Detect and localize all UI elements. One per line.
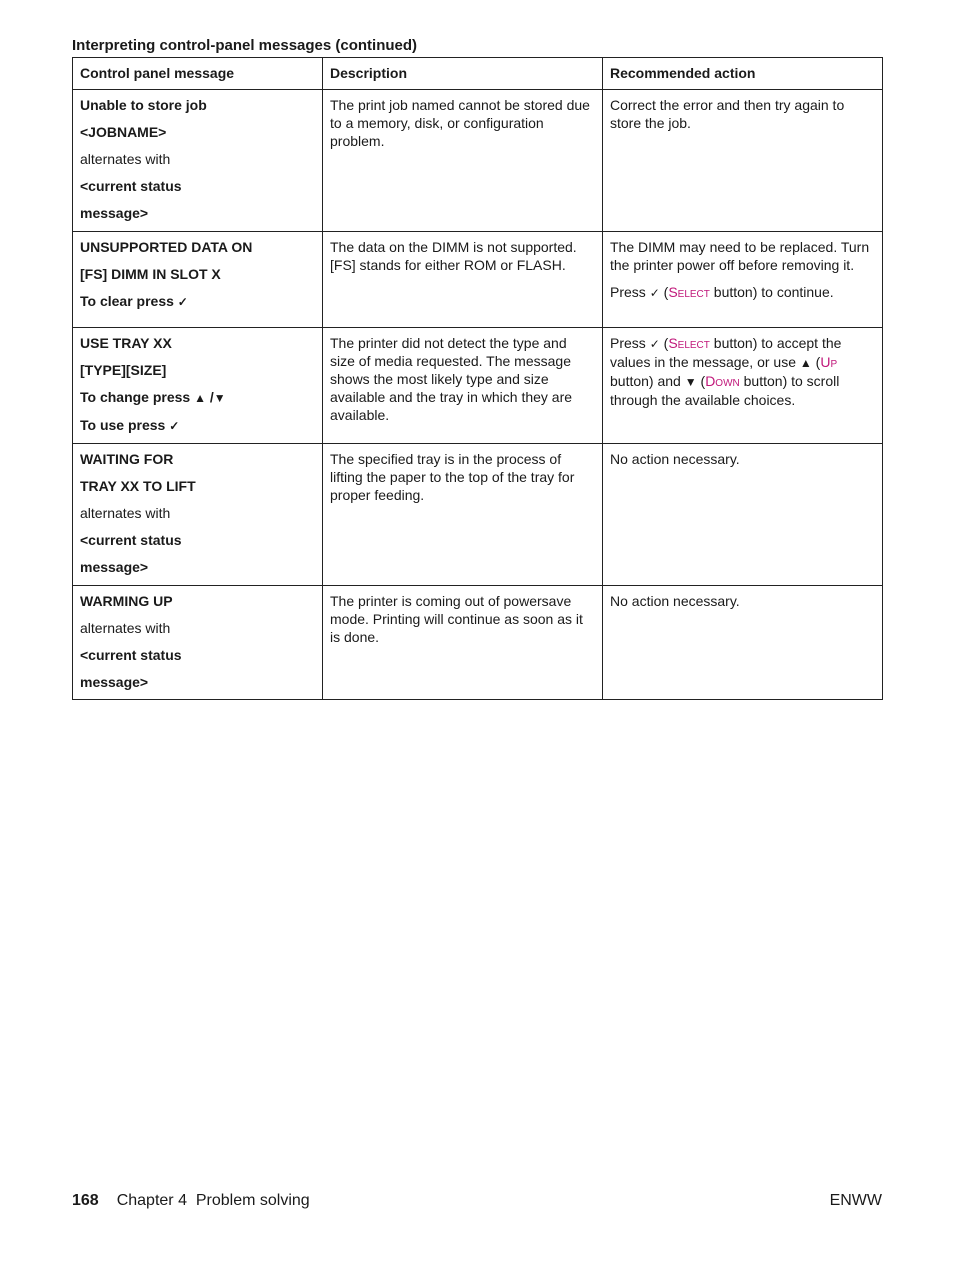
header-control-panel-message: Control panel message <box>73 58 323 90</box>
description-text: The data on the DIMM is not supported. [FS] stands for either ROM or FLASH. <box>330 239 577 273</box>
table-header-row <box>73 58 883 90</box>
action-text: No action necessary. <box>610 451 740 467</box>
message-cell <box>73 586 323 700</box>
action-tail-text: button) to scroll through the available choices. <box>610 373 840 408</box>
description-cell <box>323 586 603 700</box>
messages-table <box>72 57 883 700</box>
message-line: <current status <box>80 647 182 663</box>
checkmark-icon: ✓ <box>649 286 660 300</box>
paren-text: ( <box>663 335 669 351</box>
table-caption: Interpreting control-panel messages (continued) <box>72 37 418 54</box>
table-row <box>73 232 883 328</box>
action-cell <box>603 90 883 232</box>
description-text: The print job named cannot be stored due to a memory, disk, or configuration problem. <box>330 97 590 149</box>
description-cell <box>323 90 603 232</box>
up-triangle-icon: ▲ <box>194 391 206 405</box>
action-press-text: Press <box>610 335 646 351</box>
action-mid-text: button) and <box>610 373 681 389</box>
message-line-text: To clear press <box>80 293 174 309</box>
action-text: No action necessary. <box>610 593 740 609</box>
header-recommended-action: Recommended action <box>603 58 883 90</box>
description-text: The specified tray is in the process of lifting the paper to the top of the tray for proper feeding. <box>330 451 575 503</box>
up-triangle-icon: ▲ <box>799 356 812 370</box>
header-description: Description <box>323 58 603 90</box>
message-line: USE TRAY XX <box>80 335 172 351</box>
down-triangle-icon: ▼ <box>213 391 226 405</box>
page-number: 168 <box>72 1192 99 1209</box>
message-line: [FS] DIMM IN SLOT X <box>80 266 221 282</box>
message-line <box>80 388 315 407</box>
message-line <box>80 292 315 311</box>
message-line <box>80 416 315 435</box>
message-line-text: To change press <box>80 389 191 405</box>
description-text: The printer is coming out of powersave mode. Printing will continue as soon as it is done. <box>330 593 583 645</box>
table-row <box>73 328 883 444</box>
down-triangle-icon: ▼ <box>684 375 697 389</box>
table-row <box>73 586 883 700</box>
description-text: The printer did not detect the type and size of media requested. The message shows the most likely type and size available and the tray in which they are available. <box>330 335 573 423</box>
message-line: [TYPE][SIZE] <box>80 362 167 378</box>
action-text: The DIMM may need to be replaced. Turn the printer power off before removing it. <box>610 239 870 273</box>
action-cell <box>603 586 883 700</box>
message-line: <current status <box>80 532 182 548</box>
message-line: <JOBNAME> <box>80 124 167 140</box>
down-key-label: Down <box>705 373 740 389</box>
message-cell <box>73 232 323 328</box>
action-text <box>610 283 875 302</box>
table-row <box>73 444 883 586</box>
slash-text: / <box>209 389 214 405</box>
message-line: WAITING FOR <box>80 451 174 467</box>
paren-text: ( <box>700 373 706 389</box>
message-line: message> <box>80 559 149 575</box>
action-press-text: Press <box>610 284 646 300</box>
message-line: alternates with <box>80 505 171 521</box>
paren-text: ( <box>815 354 821 370</box>
page-footer-right: ENWW <box>829 1192 882 1209</box>
message-line: alternates with <box>80 620 171 636</box>
action-cell <box>603 444 883 586</box>
chapter-title: Chapter 4 Problem solving <box>116 1192 310 1209</box>
message-line: message> <box>80 674 149 690</box>
message-line: <current status <box>80 178 182 194</box>
description-cell <box>323 328 603 444</box>
select-key-label: Select <box>668 335 710 351</box>
message-line: alternates with <box>80 151 171 167</box>
select-key-label: Select <box>668 284 710 300</box>
action-mid-text: button) to accept the values in the message, or use <box>610 335 842 370</box>
paren-text: ( <box>663 284 669 300</box>
message-line: UNSUPPORTED DATA ON <box>80 239 253 255</box>
description-cell <box>323 232 603 328</box>
message-line: TRAY XX TO LIFT <box>80 478 196 494</box>
checkmark-icon: ✓ <box>177 295 188 309</box>
table-row <box>73 90 883 232</box>
action-text: Correct the error and then try again to store the job. <box>610 97 845 131</box>
page-footer-left <box>72 1192 310 1210</box>
action-cell <box>603 328 883 444</box>
message-line: Unable to store job <box>80 97 207 113</box>
message-line: WARMING UP <box>80 593 173 609</box>
message-cell <box>73 328 323 444</box>
message-cell <box>73 444 323 586</box>
description-cell <box>323 444 603 586</box>
message-line: message> <box>80 205 149 221</box>
message-line-text: To use press <box>80 417 166 433</box>
message-cell <box>73 90 323 232</box>
action-tail-text: button) to continue. <box>713 284 834 300</box>
checkmark-icon: ✓ <box>649 337 660 351</box>
checkmark-icon: ✓ <box>169 419 180 433</box>
up-key-label: Up <box>820 354 838 370</box>
action-cell <box>603 232 883 328</box>
